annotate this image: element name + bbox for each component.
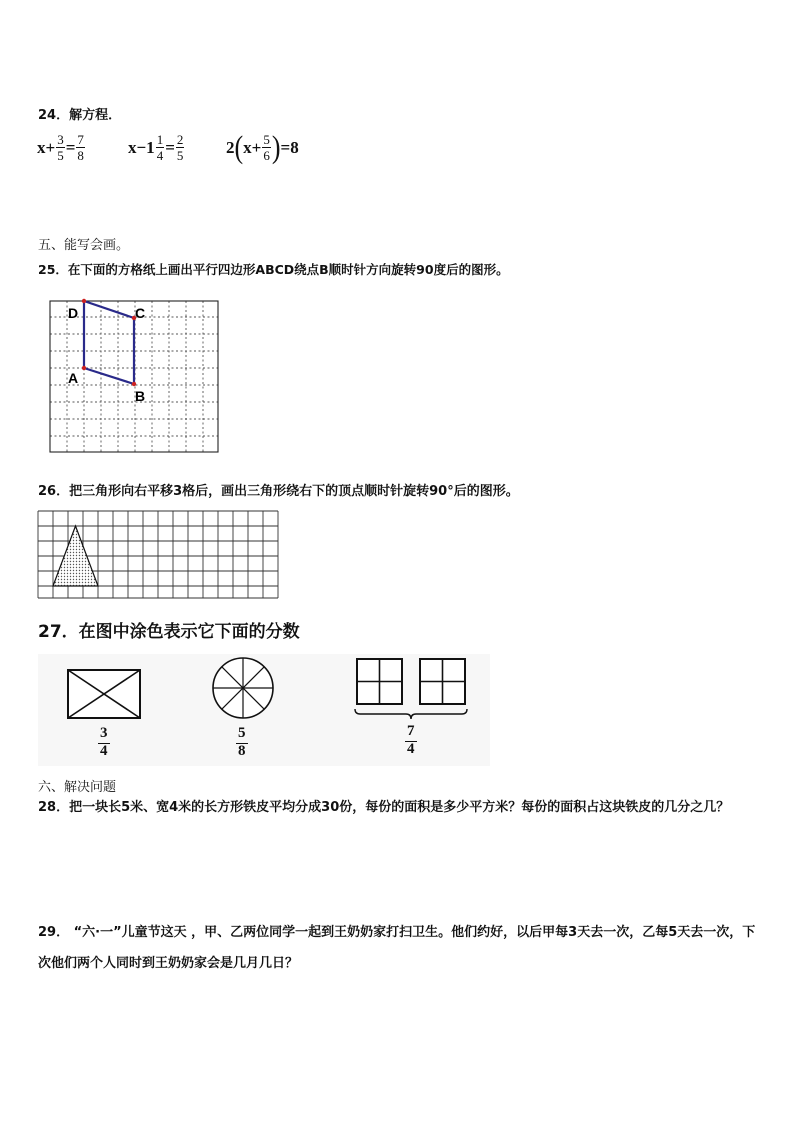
eq1-equals: =: [65, 137, 76, 157]
fraction-denominator: 4: [407, 740, 415, 757]
eq2-fraction-left: [156, 133, 165, 162]
q29-text: 29． “六·一”儿童节这天 ，甲、乙两位同学一起到王奶奶家打扫卫生。他们约好，以后甲每3天去一次，乙每5天去一次，下次他们两个人同时到王奶奶家会是几月几日？: [38, 925, 756, 971]
fraction-numerator: 1: [156, 132, 164, 147]
vertex-d: [82, 299, 86, 303]
label-a: A: [68, 370, 79, 386]
q26-grid-figure: [36, 509, 282, 601]
fraction-numerator: 7: [77, 132, 84, 147]
vertex-a: [82, 366, 86, 370]
fraction-numerator: 5: [236, 726, 248, 744]
rectangle-with-diagonals: [66, 668, 142, 720]
fraction-numerator: 5: [263, 132, 270, 147]
fraction-denominator: 5: [176, 148, 184, 163]
fraction-denominator: 8: [77, 148, 84, 163]
q28-text: 28．把一块长5米、宽4米的长方形铁皮平均分成30份，每份的面积是多少平方米？每份的面积占这块铁皮的几分之几？: [38, 800, 730, 815]
eq1-fraction-right: [76, 133, 85, 162]
section-five-heading: 五、能写会画。: [38, 238, 130, 253]
eq3-lead: 2: [226, 137, 235, 157]
fraction-numerator: 3: [98, 726, 110, 744]
eq3-open-paren: (: [234, 129, 244, 165]
equation-3: [226, 129, 299, 165]
fraction-numerator: 3: [57, 132, 64, 147]
equation-1: [37, 133, 86, 162]
fraction-denominator: 6: [263, 148, 270, 163]
eq3-close-paren: ): [271, 129, 281, 165]
q25-title: 25．在下面的方格纸上画出平行四边形ABCD绕点B顺时针方向旋转90度后的图形。: [38, 262, 509, 277]
eq2-fraction-right: [176, 133, 185, 162]
label-c: C: [135, 305, 146, 321]
eq3-tail: =8: [280, 137, 299, 157]
eq1-lead: x+: [37, 137, 56, 157]
q26-title: 26．把三角形向右平移3格后，画出三角形绕右下的顶点顺时针旋转90°后的图形。: [38, 484, 519, 499]
q27-title: 27．在图中涂色表示它下面的分数: [38, 622, 300, 642]
eq1-fraction-left: [56, 133, 65, 162]
fraction-numerator: 7: [405, 724, 417, 742]
fraction-denominator: 8: [238, 742, 246, 759]
section-six-heading: 六、解决问题: [38, 780, 117, 795]
brace: [355, 709, 467, 719]
label-b: B: [135, 388, 146, 404]
fraction-numerator: 2: [176, 132, 184, 147]
q24-title: 24．解方程．: [38, 108, 122, 123]
eq3-x: x+: [243, 137, 262, 157]
fraction-denominator: 4: [156, 148, 164, 163]
q25-grid-figure: [48, 297, 222, 457]
label-d: D: [68, 305, 79, 321]
eq3-fraction: [262, 133, 271, 162]
fraction-denominator: 5: [57, 148, 64, 163]
fraction-denominator: 4: [100, 742, 108, 759]
fraction-label-2: [236, 726, 248, 760]
eq2-equals: =: [165, 137, 175, 157]
eq2-lead: x−1: [128, 137, 155, 157]
two-squares-with-brace: [352, 657, 472, 723]
parallelogram-abcd: [84, 301, 134, 384]
vertex-b: [132, 382, 136, 386]
circle-eight-parts: [210, 655, 276, 721]
fraction-label-3: [405, 724, 417, 758]
equation-2: [128, 133, 185, 162]
fraction-label-1: [98, 726, 110, 760]
